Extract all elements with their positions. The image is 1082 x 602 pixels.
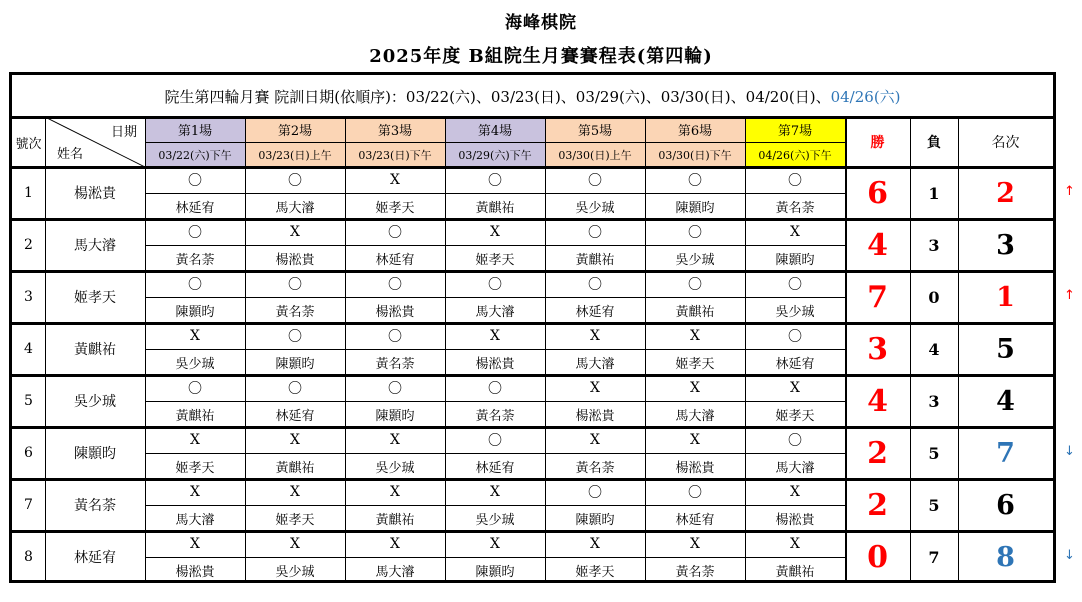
wins-count: 4 [867, 383, 888, 419]
player-name: 楊淞貴 [74, 186, 116, 202]
match-result: X [290, 224, 300, 240]
grid-line [9, 218, 1056, 221]
opponent-name: 吳少珹 [575, 200, 615, 216]
match-result: 〇 [188, 277, 202, 293]
match-result: 〇 [388, 329, 402, 345]
player-number: 7 [24, 497, 33, 513]
grid-line [345, 117, 346, 583]
grid-line [145, 349, 845, 350]
wins-count: 4 [867, 227, 888, 263]
opponent-name: 林延宥 [775, 356, 815, 372]
opponent-name: 姬孝天 [175, 460, 215, 476]
match-result: X [790, 536, 800, 552]
grid-line [45, 117, 46, 583]
training-dates-text: 院生第四輪月賽 院訓日期(依順序)：03/22(六)、03/23(日)、03/29(六)、03/30(日)、04/20(日)、 [164, 87, 831, 106]
opponent-name: 黃名荼 [175, 252, 215, 268]
opponent-name: 黃名荼 [775, 200, 815, 216]
training-date-last: 04/26(六) [830, 87, 901, 106]
match-result: 〇 [488, 277, 502, 293]
match-result: X [790, 380, 800, 396]
grid-line [9, 322, 1056, 325]
opponent-name: 楊淞貴 [375, 304, 415, 320]
match-result: 〇 [688, 225, 702, 241]
rank-down-icon: ↓ [1064, 444, 1075, 459]
rank-value: 4 [996, 385, 1015, 417]
opponent-name: 黃麒祐 [175, 408, 215, 424]
grid-line [9, 270, 1056, 273]
player-number: 2 [24, 237, 33, 253]
opponent-name: 林延宥 [475, 460, 515, 476]
grid-line [145, 193, 845, 194]
match-result: X [590, 328, 600, 344]
rank-value: 5 [996, 333, 1015, 365]
opponent-name: 馬大濬 [675, 408, 715, 424]
opponent-name: 黃麒祐 [775, 564, 815, 580]
opponent-name: 黃麒祐 [475, 200, 515, 216]
player-number: 3 [24, 289, 33, 305]
opponent-name: 馬大濬 [575, 356, 615, 372]
header-name: 姓名 [57, 147, 84, 162]
round-date-5: 03/30(日)上午 [545, 142, 645, 167]
opponent-name: 姬孝天 [575, 564, 615, 580]
player-name: 姬孝天 [74, 290, 116, 306]
opponent-name: 陳顥昀 [275, 356, 315, 372]
header-wins: 勝 [870, 135, 885, 151]
opponent-name: 陳顥昀 [175, 304, 215, 320]
losses-count: 5 [928, 443, 940, 463]
losses-count: 0 [928, 287, 940, 307]
opponent-name: 黃名荼 [475, 408, 515, 424]
opponent-name: 林延宥 [575, 304, 615, 320]
opponent-name: 黃麒祐 [275, 460, 315, 476]
wins-count: 2 [867, 487, 888, 523]
match-result: 〇 [588, 277, 602, 293]
wins-count: 7 [867, 279, 888, 315]
round-date-2: 03/23(日)上午 [245, 142, 345, 167]
opponent-name: 林延宥 [275, 408, 315, 424]
opponent-name: 吳少珹 [375, 460, 415, 476]
round-date-4: 03/29(六)下午 [445, 142, 545, 167]
round-label-5: 第5場 [545, 117, 645, 142]
losses-count: 3 [928, 235, 940, 255]
match-result: X [290, 484, 300, 500]
rank-value: 8 [996, 541, 1015, 573]
losses-count: 4 [928, 339, 940, 359]
wins-count: 0 [867, 539, 888, 575]
round-label-2: 第2場 [245, 117, 345, 142]
match-result: 〇 [388, 381, 402, 397]
opponent-name: 姬孝天 [375, 200, 415, 216]
grid-line [9, 116, 1056, 119]
header-date: 日期 [110, 125, 137, 140]
grid-line [9, 166, 1056, 169]
match-result: X [790, 484, 800, 500]
training-dates-row [12, 75, 1053, 117]
match-result: X [190, 328, 200, 344]
round-label-6: 第6場 [645, 117, 745, 142]
rank-up-icon: ↑ [1064, 184, 1075, 199]
losses-count: 3 [928, 391, 940, 411]
match-result: X [190, 484, 200, 500]
match-result: X [690, 432, 700, 448]
player-number: 6 [24, 445, 33, 461]
match-result: X [490, 224, 500, 240]
round-label-4: 第4場 [445, 117, 545, 142]
player-name: 黃麒祐 [74, 342, 116, 358]
opponent-name: 黃名荼 [575, 460, 615, 476]
opponent-name: 姬孝天 [475, 252, 515, 268]
opponent-name: 姬孝天 [675, 356, 715, 372]
round-label-1: 第1場 [145, 117, 245, 142]
opponent-name: 姬孝天 [775, 408, 815, 424]
match-result: X [290, 536, 300, 552]
opponent-name: 黃名荼 [375, 356, 415, 372]
grid-line [910, 117, 911, 583]
opponent-name: 楊淞貴 [475, 356, 515, 372]
match-result: 〇 [688, 277, 702, 293]
match-result: X [690, 380, 700, 396]
opponent-name: 黃名荼 [675, 564, 715, 580]
org-name: 海峰棋院 [505, 13, 577, 33]
opponent-name: 黃麒祐 [575, 252, 615, 268]
grid-line [145, 117, 146, 583]
rank-value: 2 [996, 177, 1015, 209]
round-label-7: 第7場 [745, 117, 845, 142]
opponent-name: 吳少珹 [775, 304, 815, 320]
match-result: 〇 [688, 485, 702, 501]
player-name: 陳顥昀 [74, 446, 116, 462]
player-name: 馬大濬 [74, 238, 116, 254]
player-name: 林延宥 [74, 550, 116, 566]
grid-line [745, 117, 746, 583]
header-diagonal-cell [45, 117, 145, 167]
rank-value: 6 [996, 489, 1015, 521]
rank-value: 7 [996, 437, 1015, 469]
grid-line [9, 478, 1056, 481]
round-date-6: 03/30(日)下午 [645, 142, 745, 167]
opponent-name: 陳顥昀 [475, 564, 515, 580]
grid-line [145, 453, 845, 454]
grid-line [145, 557, 845, 558]
match-result: X [590, 432, 600, 448]
opponent-name: 黃名荼 [275, 304, 315, 320]
player-name: 吳少珹 [74, 394, 116, 410]
header-losses: 負 [927, 135, 941, 151]
losses-count: 1 [928, 183, 940, 203]
match-result: 〇 [588, 225, 602, 241]
wins-count: 6 [867, 175, 888, 211]
rank-up-icon: ↑ [1064, 288, 1075, 303]
match-result: 〇 [188, 173, 202, 189]
match-result: X [390, 172, 400, 188]
opponent-name: 楊淞貴 [775, 512, 815, 528]
opponent-name: 馬大濬 [775, 460, 815, 476]
match-result: 〇 [288, 173, 302, 189]
round-label-3: 第3場 [345, 117, 445, 142]
grid-line [145, 297, 845, 298]
match-result: X [590, 380, 600, 396]
match-result: 〇 [588, 485, 602, 501]
match-result: X [690, 328, 700, 344]
match-result: 〇 [488, 433, 502, 449]
match-result: 〇 [188, 225, 202, 241]
opponent-name: 林延宥 [175, 200, 215, 216]
opponent-name: 馬大濬 [475, 304, 515, 320]
opponent-name: 吳少珹 [675, 252, 715, 268]
grid-line [9, 374, 1056, 377]
match-result: X [690, 536, 700, 552]
header-number: 號次 [15, 136, 42, 152]
match-result: X [190, 536, 200, 552]
grid-line [645, 117, 646, 583]
match-result: 〇 [588, 173, 602, 189]
match-result: X [390, 536, 400, 552]
opponent-name: 楊淞貴 [275, 252, 315, 268]
grid-line [245, 117, 246, 583]
match-result: 〇 [288, 277, 302, 293]
opponent-name: 楊淞貴 [575, 408, 615, 424]
match-result: X [390, 484, 400, 500]
opponent-name: 馬大濬 [375, 564, 415, 580]
opponent-name: 姬孝天 [275, 512, 315, 528]
match-result: 〇 [788, 173, 802, 189]
grid-line [9, 530, 1056, 533]
opponent-name: 黃麒祐 [375, 512, 415, 528]
opponent-name: 陳顥昀 [775, 252, 815, 268]
match-result: 〇 [788, 329, 802, 345]
opponent-name: 黃麒祐 [675, 304, 715, 320]
player-name: 黃名荼 [74, 498, 116, 514]
opponent-name: 楊淞貴 [175, 564, 215, 580]
round-date-1: 03/22(六)下午 [145, 142, 245, 167]
wins-count: 3 [867, 331, 888, 367]
match-result: X [290, 432, 300, 448]
grid-line [145, 401, 845, 402]
match-result: X [190, 432, 200, 448]
rank-value: 1 [996, 281, 1015, 313]
match-result: X [390, 432, 400, 448]
match-result: X [490, 484, 500, 500]
player-number: 5 [24, 393, 33, 409]
match-result: 〇 [288, 329, 302, 345]
opponent-name: 林延宥 [375, 252, 415, 268]
grid-line [9, 426, 1056, 429]
grid-line [145, 505, 845, 506]
grid-line [145, 142, 845, 143]
match-result: 〇 [488, 173, 502, 189]
grid-line [145, 245, 845, 246]
opponent-name: 楊淞貴 [675, 460, 715, 476]
match-result: 〇 [488, 381, 502, 397]
grid-line [845, 117, 847, 583]
grid-line [958, 117, 959, 583]
schedule-title: 2025年度 B組院生月賽賽程表(第四輪) [369, 46, 713, 67]
player-number: 8 [24, 549, 33, 565]
opponent-name: 陳顥昀 [575, 512, 615, 528]
opponent-name: 吳少珹 [275, 564, 315, 580]
match-result: 〇 [288, 381, 302, 397]
match-result: 〇 [788, 277, 802, 293]
player-number: 4 [24, 341, 33, 357]
match-result: 〇 [688, 173, 702, 189]
rank-down-icon: ↓ [1064, 548, 1075, 563]
wins-count: 2 [867, 435, 888, 471]
match-result: X [490, 536, 500, 552]
grid-line [545, 117, 546, 583]
match-result: 〇 [788, 433, 802, 449]
match-result: X [490, 328, 500, 344]
match-result: 〇 [388, 225, 402, 241]
opponent-name: 馬大濬 [175, 512, 215, 528]
round-date-3: 03/23(日)下午 [345, 142, 445, 167]
opponent-name: 林延宥 [675, 512, 715, 528]
round-date-7: 04/26(六)下午 [745, 142, 845, 167]
opponent-name: 陳顥昀 [375, 408, 415, 424]
losses-count: 7 [928, 547, 940, 567]
losses-count: 5 [928, 495, 940, 515]
match-result: 〇 [388, 277, 402, 293]
opponent-name: 吳少珹 [475, 512, 515, 528]
match-result: 〇 [188, 381, 202, 397]
grid-line [445, 117, 446, 583]
player-number: 1 [24, 185, 33, 201]
opponent-name: 馬大濬 [275, 200, 315, 216]
opponent-name: 吳少珹 [175, 356, 215, 372]
rank-value: 3 [996, 229, 1015, 261]
match-result: X [790, 224, 800, 240]
opponent-name: 陳顥昀 [675, 200, 715, 216]
header-rank: 名次 [991, 135, 1020, 151]
match-result: X [590, 536, 600, 552]
